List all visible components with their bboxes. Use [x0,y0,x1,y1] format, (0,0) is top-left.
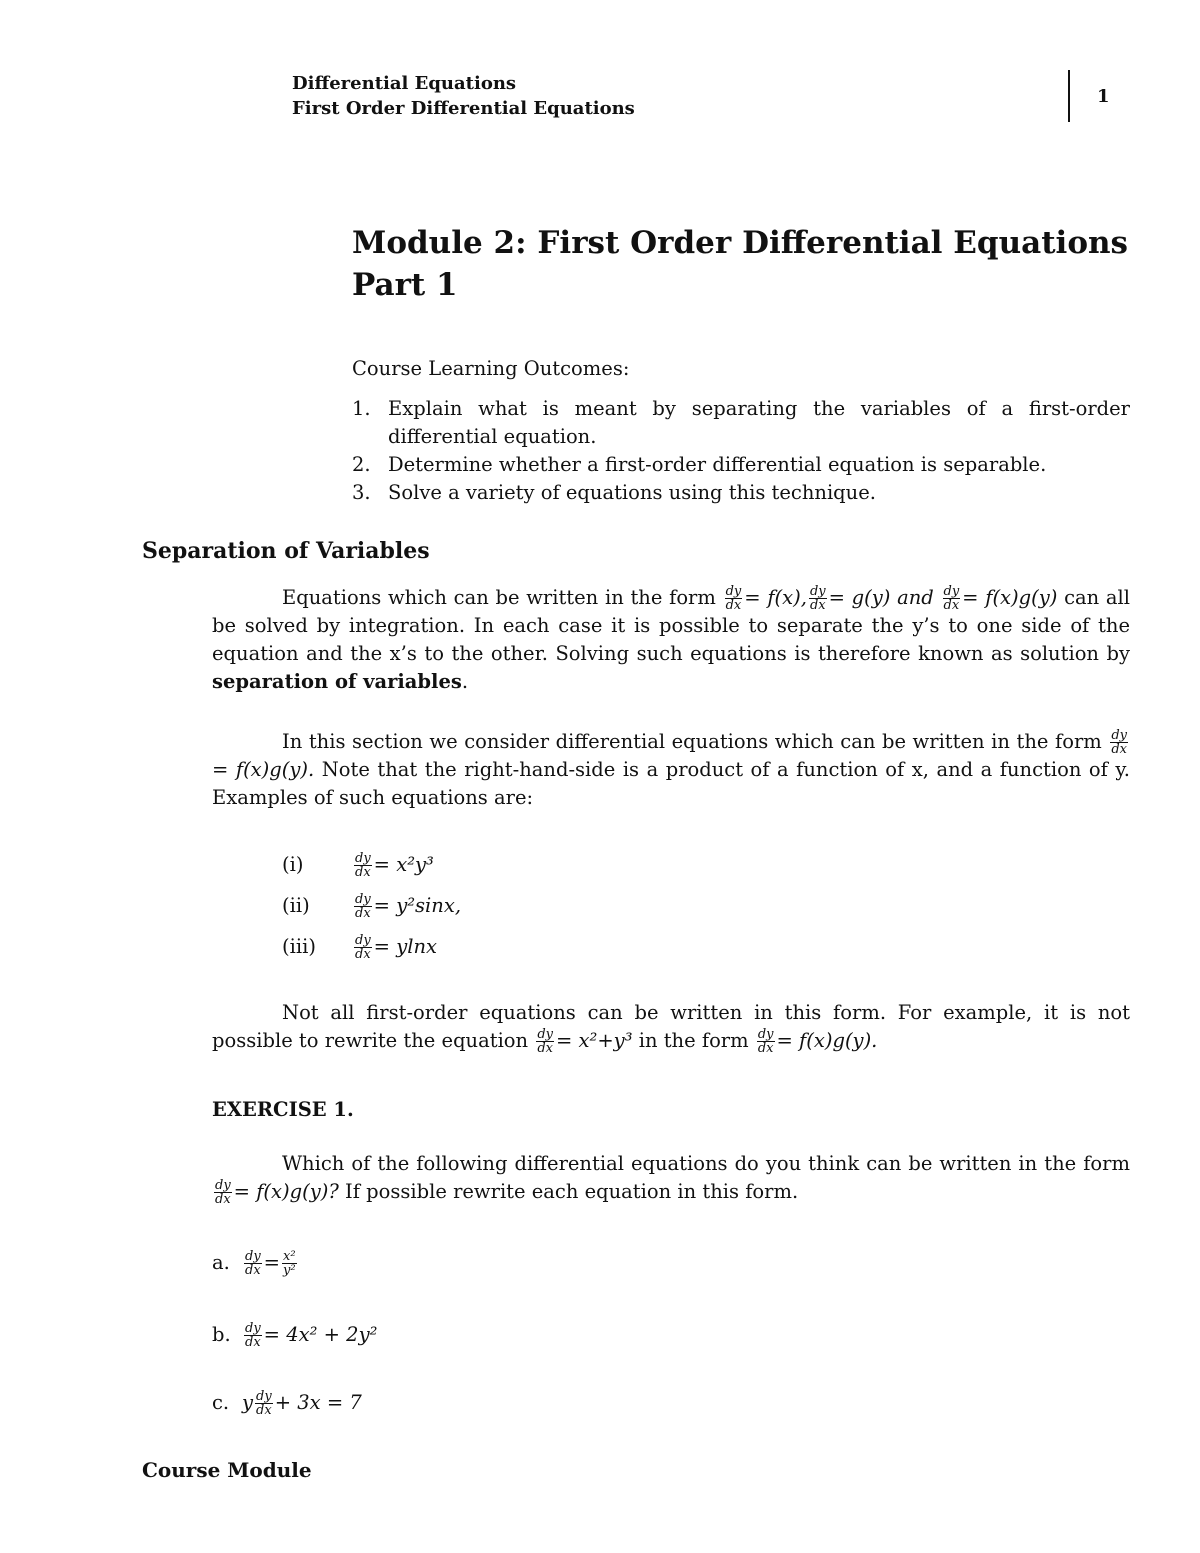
list-item-text: Solve a variety of equations using this technique. [388,481,876,504]
list-item-number: 2. [352,453,371,476]
list-item-text: Determine whether a first-order differential equation is separable. [388,453,1047,476]
p2-lead: In this section we consider differential equations which can be written in the form [282,730,1102,753]
list-item-text: Explain what is meant by separating the variables of a first-order differential equation. [388,397,1130,448]
list-item [352,395,1130,451]
dy-dx-fraction: $\frac{dy}{dx}$ [1111,728,1127,757]
example-i: (i) $\frac{dy}{dx}$ = x²y³ [282,851,434,880]
outcomes-list [352,395,1130,507]
list-item [352,479,1130,507]
outcomes-heading: Course Learning Outcomes: [352,357,630,380]
exercise-prompt: Which of the following differential equations do you think can be written in the form $\frac{dy}{dx}$ = f(x)g(y)? If possible rewrite each equation in this form. [215,1152,1130,1207]
list-item [352,451,1130,479]
header-divider [1068,70,1070,122]
title-line-2: Part 1 [352,267,458,303]
list-item-number: 1. [352,397,371,420]
p1-lead: Equations which can be written in the form [282,586,716,609]
p2-rest: Note that the right-hand-side is a product of a function of x, and a function of y. Examples of such equations are: [212,758,1130,809]
equation: = f(x)g(y) [962,586,1058,609]
p3-lead: Not all first-order equations can be written in this form. For example, it is not possible to rewrite the equation [212,1001,1130,1052]
list-item-number: 3. [352,481,371,504]
exercise-heading: EXERCISE 1. [212,1098,354,1121]
p1-bold-term: separation of variables [212,670,462,693]
paragraph-2 [212,728,1130,812]
example-ii: (ii) $\frac{dy}{dx}$ = y²sinx, [282,892,462,921]
example-iii: (iii) $\frac{dy}{dx}$ = ylnx [282,933,438,962]
section-heading: Separation of Variables [142,538,430,564]
equation: = f(x), [744,586,807,609]
title-line-1: Module 2: First Order Differential Equations [352,225,1128,261]
exercise-item-c: c. y $\frac{dy}{dx}$ + 3x = 7 [212,1389,362,1418]
header-line-1: Differential Equations [292,73,517,94]
exercise-item-b: b. $\frac{dy}{dx}$ = 4x² + 2y² [212,1321,378,1350]
exercise-item-a: a. $\frac{dy}{dx}$ = $\frac{\text{x²}}{\text{y²}}$ [212,1249,296,1278]
footer: Course Module [142,1458,312,1482]
dy-dx-fraction: $\frac{dy}{dx}$ [809,584,826,613]
page-number: 1 [1097,86,1110,107]
paragraph-1: Equations which can be written in the form $\frac{dy}{dx}$ = f(x), $\frac{dy}{dx}$ = g(y) and $\frac{dy}{dx}$ = f(x)g(y) can all be solved by integration. In each case it is possible to separate the y’s to one side of the equation and the x’s to the other. Solving such equations is therefore known as solution by separation of variables. [212,584,1131,693]
page-title [352,222,1128,306]
dy-dx-fraction: $\frac{dy}{dx}$ [943,584,960,613]
paragraph-3: Not all first-order equations can be written in this form. For example, it is not possible to rewrite the equation $\frac{dy}{dx}$ = x²+y³ in the form $\frac{dy}{dx}$ = f(x)g(y). [212,1001,1130,1056]
equation: = f(x)g(y). [212,758,315,781]
dy-dx-fraction: $\frac{dy}{dx}$ [725,584,742,613]
header-line-2: First Order Differential Equations [292,98,635,119]
p1-rest: can all be solved by integration. In each case it is possible to separate the y’s to one side of the equation and the x’s to the other. Solving such equations is therefore known as solution by [212,586,1131,665]
equation: = g(y) and [828,586,934,609]
